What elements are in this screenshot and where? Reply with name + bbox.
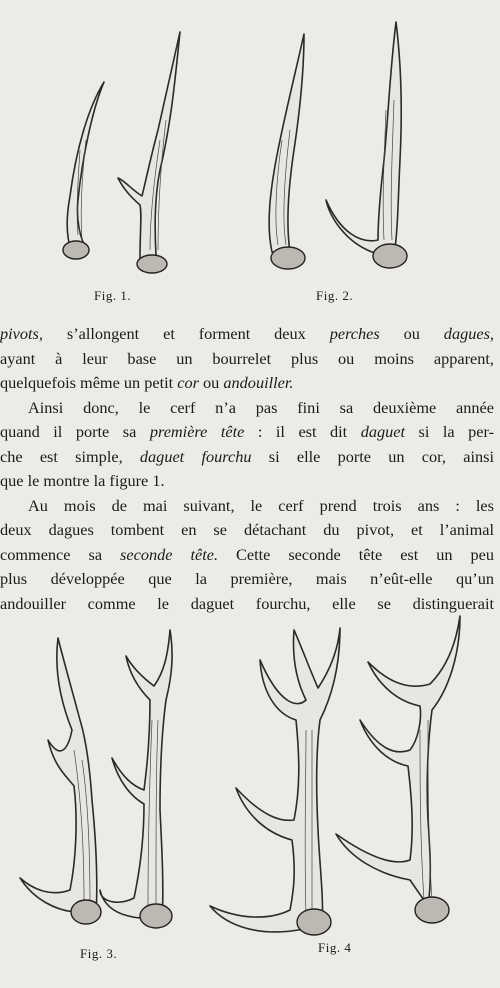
text-line [0, 322, 494, 347]
text-line [0, 347, 494, 372]
text-segment: quelquefois même un petit [0, 373, 178, 392]
fig1-antler-right [118, 32, 180, 273]
text-segment: si elle porte un cor, ainsi [251, 446, 494, 466]
text-segment: che est simple, [0, 446, 140, 466]
antler-illustrations-top [0, 0, 500, 310]
text-segment: andouiller comme le daguet fourchu, elle se distinguerait [0, 593, 494, 613]
text-segment: ayant à leur base un bourrelet plus ou moins apparent, [0, 348, 494, 368]
italic-term: andouiller. [223, 373, 294, 392]
text-line [0, 469, 494, 494]
text-line [0, 543, 494, 568]
italic-term: première tête [149, 422, 245, 441]
text-line [0, 371, 494, 396]
italic-term: cor [177, 373, 199, 392]
text-segment: ou [198, 373, 224, 392]
italic-term: pivots, [0, 324, 43, 343]
fig4-antler-left [210, 628, 340, 935]
text-segment: quand il porte sa [0, 422, 150, 441]
text-line [0, 445, 494, 470]
text-segment: que le montre la figure 1. [0, 471, 165, 490]
text-segment: ou [379, 324, 444, 343]
text-line [0, 396, 494, 421]
text-segment: s’allongent et forment deux [42, 324, 330, 343]
text-line [0, 494, 494, 519]
fig2-caption: Fig. 2. [316, 288, 354, 303]
text-line [0, 567, 494, 592]
text-line [0, 518, 494, 543]
fig4-caption: Fig. 4 [318, 940, 352, 955]
italic-term: daguet fourchu [139, 446, 252, 466]
fig3-antler-left [20, 638, 101, 924]
text-segment: Cette seconde tête est un peu [218, 544, 495, 564]
body-text [0, 322, 494, 616]
text-segment: : il est dit [244, 422, 361, 441]
italic-term: dagues, [443, 324, 494, 343]
figures-bottom [0, 610, 500, 988]
figures-top [0, 0, 500, 310]
text-line [0, 420, 494, 445]
fig2-antler-right [326, 22, 407, 268]
text-segment: deux dagues tombent en se détachant du pivot, et l’animal [0, 520, 494, 539]
fig4-antler-right [336, 616, 460, 923]
fig3-antler-right [100, 630, 172, 928]
text-segment: si la per- [405, 422, 494, 441]
text-segment: commence sa [0, 544, 121, 564]
text-segment: Au mois de mai suivant, le cerf prend trois ans : les [28, 495, 494, 515]
fig2-antler-left [269, 34, 305, 269]
fig1-caption: Fig. 1. [94, 288, 132, 303]
fig1-antler-left [63, 82, 104, 259]
text-segment: plus développée que la première, mais n’eût-elle qu’un [0, 569, 494, 588]
italic-term: perches [329, 324, 380, 343]
antler-illustrations-bottom [0, 610, 500, 988]
fig3-caption: Fig. 3. [80, 946, 118, 961]
italic-term: seconde tête. [120, 544, 219, 564]
text-segment: Ainsi donc, le cerf n’a pas fini sa deuxième année [28, 397, 494, 417]
italic-term: daguet [360, 422, 406, 441]
